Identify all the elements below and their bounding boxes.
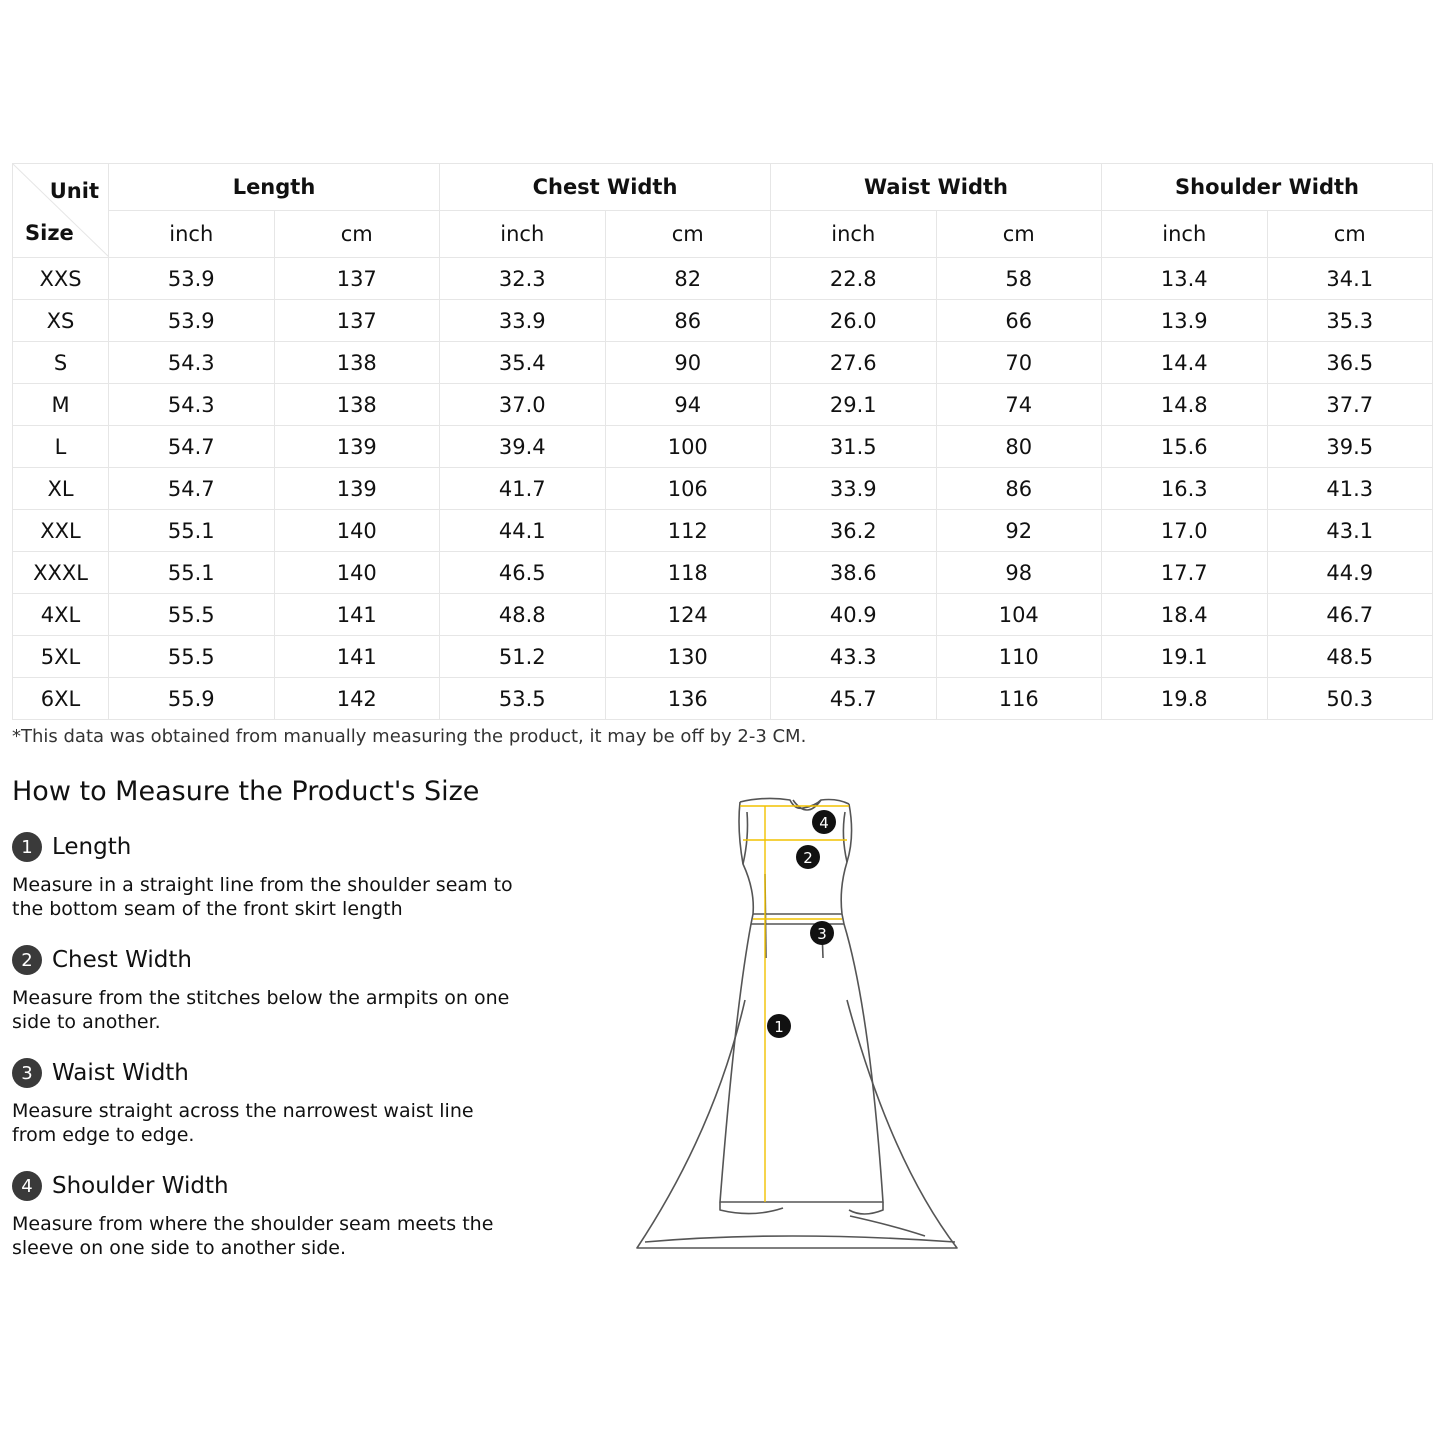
measurement-cell: 137 xyxy=(274,258,440,300)
marker-label: 4 xyxy=(819,814,829,832)
measurement-cell: 92 xyxy=(936,510,1102,552)
measurement-cell: 14.8 xyxy=(1102,384,1268,426)
howto-title: How to Measure the Product's Size xyxy=(12,776,480,807)
size-label-cell: S xyxy=(13,342,109,384)
table-row xyxy=(13,552,1433,594)
measurement-cell: 27.6 xyxy=(771,342,937,384)
measurement-cell: 141 xyxy=(274,594,440,636)
marker-label: 1 xyxy=(774,1018,784,1036)
measurement-cell: 46.5 xyxy=(440,552,606,594)
step-title: Shoulder Width xyxy=(52,1173,229,1199)
step-waist-width xyxy=(12,1057,522,1147)
group-header-length: Length xyxy=(109,164,440,211)
measurement-cell: 48.8 xyxy=(440,594,606,636)
measurement-cell: 53.9 xyxy=(109,258,275,300)
measurement-cell: 36.5 xyxy=(1267,342,1433,384)
measurement-cell: 33.9 xyxy=(771,468,937,510)
marker-label: 3 xyxy=(817,925,827,943)
step-title: Chest Width xyxy=(52,947,192,973)
step-number-badge: 1 xyxy=(12,832,42,862)
measurement-cell: 45.7 xyxy=(771,678,937,720)
size-label-cell: L xyxy=(13,426,109,468)
step-chest-width xyxy=(12,944,522,1034)
unit-header: inch xyxy=(1102,211,1268,258)
measurement-cell: 112 xyxy=(605,510,771,552)
step-number-badge: 2 xyxy=(12,945,42,975)
dress-outline xyxy=(637,798,957,1248)
table-header-groups xyxy=(13,164,1433,211)
measurement-cell: 17.0 xyxy=(1102,510,1268,552)
size-label-cell: 4XL xyxy=(13,594,109,636)
measurement-cell: 55.9 xyxy=(109,678,275,720)
table-row xyxy=(13,258,1433,300)
step-length xyxy=(12,831,522,921)
measurement-cell: 39.5 xyxy=(1267,426,1433,468)
size-label-cell: 5XL xyxy=(13,636,109,678)
measurement-cell: 70 xyxy=(936,342,1102,384)
table-row xyxy=(13,384,1433,426)
table-row xyxy=(13,678,1433,720)
measurement-cell: 141 xyxy=(274,636,440,678)
size-label-cell: XXS xyxy=(13,258,109,300)
measurement-cell: 37.0 xyxy=(440,384,606,426)
group-header-shoulder-width: Shoulder Width xyxy=(1102,164,1433,211)
size-chart-table xyxy=(12,163,1433,720)
measurement-cell: 38.6 xyxy=(771,552,937,594)
measurement-cell: 116 xyxy=(936,678,1102,720)
step-description: Measure in a straight line from the shoulder seam to the bottom seam of the front skirt length xyxy=(12,874,513,920)
table-row xyxy=(13,426,1433,468)
measurement-cell: 86 xyxy=(605,300,771,342)
step-description: Measure from where the shoulder seam meets the sleeve on one side to another side. xyxy=(12,1213,494,1259)
step-title: Length xyxy=(52,834,132,860)
measurement-cell: 80 xyxy=(936,426,1102,468)
measurement-cell: 58 xyxy=(936,258,1102,300)
marker-4 xyxy=(812,810,836,834)
measurement-cell: 137 xyxy=(274,300,440,342)
measurement-cell: 86 xyxy=(936,468,1102,510)
measurement-cell: 43.3 xyxy=(771,636,937,678)
measurement-cell: 54.7 xyxy=(109,468,275,510)
measurement-cell: 90 xyxy=(605,342,771,384)
size-label-cell: XXXL xyxy=(13,552,109,594)
corner-unit-label: Unit xyxy=(49,179,99,203)
measurement-cell: 37.7 xyxy=(1267,384,1433,426)
measurement-cell: 43.1 xyxy=(1267,510,1433,552)
size-label-cell: M xyxy=(13,384,109,426)
measurement-cell: 54.3 xyxy=(109,384,275,426)
size-label-cell: XL xyxy=(13,468,109,510)
measurement-cell: 16.3 xyxy=(1102,468,1268,510)
measurement-cell: 118 xyxy=(605,552,771,594)
measurement-cell: 106 xyxy=(605,468,771,510)
table-row xyxy=(13,510,1433,552)
measurement-cell: 34.1 xyxy=(1267,258,1433,300)
table-row xyxy=(13,468,1433,510)
measurement-cell: 44.1 xyxy=(440,510,606,552)
size-label-cell: XXL xyxy=(13,510,109,552)
measurement-cell: 33.9 xyxy=(440,300,606,342)
measurement-cell: 40.9 xyxy=(771,594,937,636)
measurement-cell: 139 xyxy=(274,426,440,468)
measurement-cell: 100 xyxy=(605,426,771,468)
measurement-cell: 66 xyxy=(936,300,1102,342)
step-description: Measure from the stitches below the armpits on one side to another. xyxy=(12,987,510,1033)
measurement-guide-lines xyxy=(740,806,849,1202)
measurement-cell: 15.6 xyxy=(1102,426,1268,468)
measurement-cell: 44.9 xyxy=(1267,552,1433,594)
measurement-cell: 29.1 xyxy=(771,384,937,426)
step-number-badge: 3 xyxy=(12,1058,42,1088)
measurement-cell: 136 xyxy=(605,678,771,720)
dress-measurement-diagram xyxy=(625,790,970,1260)
measurement-cell: 82 xyxy=(605,258,771,300)
measurement-cell: 138 xyxy=(274,342,440,384)
measurement-cell: 39.4 xyxy=(440,426,606,468)
measurement-cell: 32.3 xyxy=(440,258,606,300)
measurement-cell: 55.1 xyxy=(109,510,275,552)
marker-label: 2 xyxy=(803,849,813,867)
measurement-cell: 138 xyxy=(274,384,440,426)
measurement-cell: 13.9 xyxy=(1102,300,1268,342)
step-number-badge: 4 xyxy=(12,1171,42,1201)
measurement-cell: 48.5 xyxy=(1267,636,1433,678)
measurement-cell: 35.3 xyxy=(1267,300,1433,342)
measurement-cell: 19.1 xyxy=(1102,636,1268,678)
measurement-cell: 26.0 xyxy=(771,300,937,342)
group-header-chest-width: Chest Width xyxy=(440,164,771,211)
unit-header: cm xyxy=(605,211,771,258)
measurement-cell: 110 xyxy=(936,636,1102,678)
measurement-cell: 41.7 xyxy=(440,468,606,510)
unit-header: inch xyxy=(440,211,606,258)
measurement-cell: 55.5 xyxy=(109,594,275,636)
measurement-cell: 31.5 xyxy=(771,426,937,468)
measurement-cell: 36.2 xyxy=(771,510,937,552)
table-body xyxy=(13,258,1433,720)
marker-3 xyxy=(810,921,834,945)
table-header-units xyxy=(13,211,1433,258)
corner-size-label: Size xyxy=(25,221,74,245)
measurement-cell: 104 xyxy=(936,594,1102,636)
table-row xyxy=(13,342,1433,384)
size-label-cell: 6XL xyxy=(13,678,109,720)
measurement-cell: 142 xyxy=(274,678,440,720)
measurement-cell: 139 xyxy=(274,468,440,510)
size-label-cell: XS xyxy=(13,300,109,342)
unit-header: cm xyxy=(1267,211,1433,258)
marker-2 xyxy=(796,845,820,869)
measurement-note: *This data was obtained from manually measuring the product, it may be off by 2-3 CM. xyxy=(12,726,807,747)
unit-header: inch xyxy=(109,211,275,258)
measurement-cell: 17.7 xyxy=(1102,552,1268,594)
table-row xyxy=(13,594,1433,636)
step-shoulder-width xyxy=(12,1170,522,1260)
measurement-cell: 55.5 xyxy=(109,636,275,678)
unit-header: inch xyxy=(771,211,937,258)
measurement-cell: 53.9 xyxy=(109,300,275,342)
measurement-cell: 130 xyxy=(605,636,771,678)
measurement-cell: 94 xyxy=(605,384,771,426)
step-description: Measure straight across the narrowest waist line from edge to edge. xyxy=(12,1100,474,1146)
measurement-cell: 51.2 xyxy=(440,636,606,678)
measurement-cell: 54.3 xyxy=(109,342,275,384)
unit-header: cm xyxy=(274,211,440,258)
group-header-waist-width: Waist Width xyxy=(771,164,1102,211)
measurement-cell: 22.8 xyxy=(771,258,937,300)
unit-header: cm xyxy=(936,211,1102,258)
measurement-cell: 14.4 xyxy=(1102,342,1268,384)
measurement-cell: 140 xyxy=(274,510,440,552)
measurement-cell: 55.1 xyxy=(109,552,275,594)
measurement-cell: 46.7 xyxy=(1267,594,1433,636)
measurement-cell: 50.3 xyxy=(1267,678,1433,720)
table-corner-cell xyxy=(13,164,109,258)
table-row xyxy=(13,636,1433,678)
measurement-cell: 74 xyxy=(936,384,1102,426)
marker-1 xyxy=(767,1014,791,1038)
measurement-cell: 19.8 xyxy=(1102,678,1268,720)
measurement-cell: 41.3 xyxy=(1267,468,1433,510)
measurement-cell: 18.4 xyxy=(1102,594,1268,636)
measurement-cell: 54.7 xyxy=(109,426,275,468)
measurement-cell: 98 xyxy=(936,552,1102,594)
measurement-cell: 35.4 xyxy=(440,342,606,384)
table-row xyxy=(13,300,1433,342)
measurement-cell: 13.4 xyxy=(1102,258,1268,300)
measurement-cell: 124 xyxy=(605,594,771,636)
measurement-cell: 140 xyxy=(274,552,440,594)
step-title: Waist Width xyxy=(52,1060,189,1086)
measurement-cell: 53.5 xyxy=(440,678,606,720)
